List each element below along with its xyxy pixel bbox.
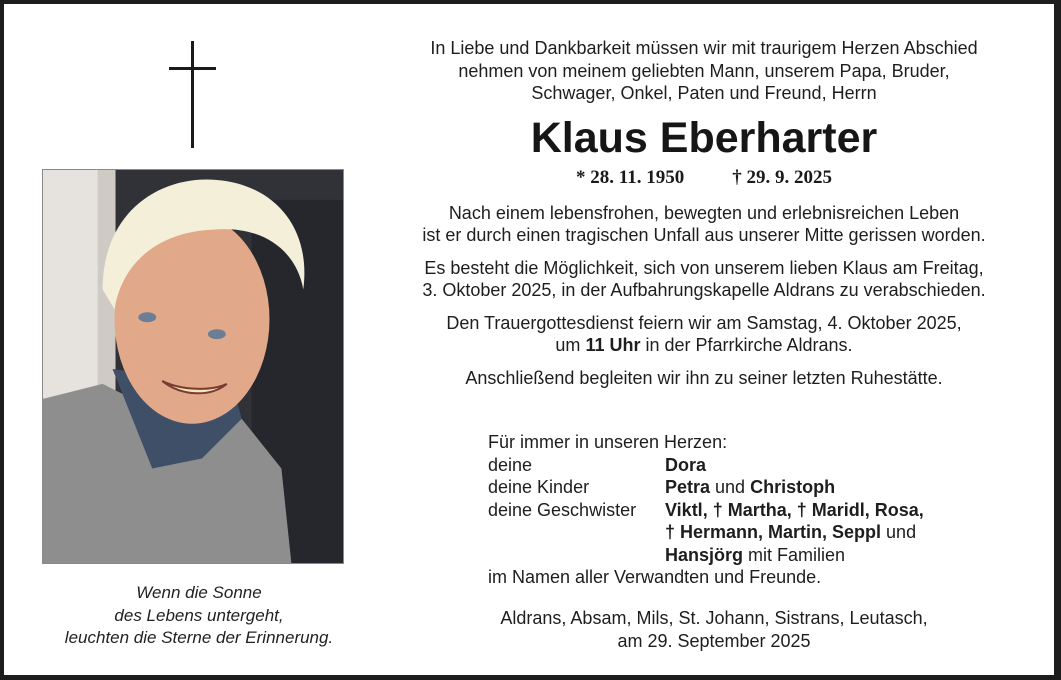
relation-names [665, 476, 835, 499]
family-name: Christoph [750, 477, 836, 497]
family-row [488, 521, 1008, 544]
family-row [488, 476, 1008, 499]
intro-text [376, 37, 1032, 105]
notice-date: am 29. September 2025 [617, 630, 811, 651]
relation-label: deine Geschwister [488, 499, 637, 520]
family-name: Dora [665, 454, 707, 475]
relation-names [665, 521, 916, 544]
places-line: Aldrans, Absam, Mils, St. Johann, Sistrans, Leutasch, [500, 608, 928, 628]
family-row [488, 499, 1008, 522]
portrait-illustration [43, 170, 343, 563]
service-time: 11 Uhr [585, 335, 641, 355]
places-and-date [444, 607, 984, 652]
intro-line: In Liebe und Dankbarkeit müssen wir mit traurigem Herzen Abschied [430, 38, 978, 58]
paragraph-service [376, 312, 1032, 357]
death-date: † 29. 9. 2025 [732, 166, 832, 188]
memorial-quote [24, 582, 374, 650]
paragraph-line: Es besteht die Möglichkeit, sich von unserem lieben Klaus am Freitag, [424, 257, 984, 278]
relation-label: deine [488, 454, 533, 475]
text-segment: mit Familien [743, 544, 846, 565]
text-segment: in der Pfarrkirche Aldrans. [640, 335, 853, 355]
relation-label [488, 544, 665, 567]
deceased-name: Klaus Eberharter [530, 113, 878, 162]
cross-icon [169, 41, 217, 148]
cross-vertical-bar [191, 41, 194, 148]
text-segment: und [881, 522, 917, 542]
paragraph-line: Nach einem lebensfrohen, bewegten und erlebnisreichen Leben [448, 202, 960, 223]
family-row [488, 544, 1008, 567]
paragraph-line: Anschließend begleiten wir ihn zu seiner letzten Ruhestätte. [465, 367, 943, 388]
family-list [488, 431, 1008, 589]
portrait-photo [42, 169, 344, 564]
family-name: Viktl, † Martha, † Maridl, Rosa, [665, 499, 924, 520]
paragraph-life [376, 202, 1032, 247]
paragraph-line: ist er durch einen tragischen Unfall aus unserer Mitte gerissen worden. [422, 225, 986, 245]
intro-line: Schwager, Onkel, Paten und Freund, Herrn [531, 83, 877, 103]
paragraph-line [376, 334, 1032, 357]
quote-line: Wenn die Sonne [136, 583, 262, 602]
text-segment: und [710, 477, 751, 497]
life-dates [376, 166, 1032, 190]
paragraph-burial [376, 367, 1032, 390]
intro-line: nehmen von meinem geliebten Mann, unserem Papa, Bruder, [458, 60, 950, 81]
cross-horizontal-bar [169, 67, 216, 70]
relation-label: deine Kinder [488, 477, 590, 497]
relation-names [665, 499, 924, 522]
paragraph-line: Den Trauergottesdienst feiern wir am Samstag, 4. Oktober 2025, [446, 312, 962, 333]
relation-names [665, 544, 845, 567]
family-name: Petra [665, 477, 711, 497]
quote-line: des Lebens untergeht, [114, 605, 284, 625]
family-name: Hansjörg [665, 544, 744, 565]
paragraph-viewing [376, 257, 1032, 302]
text-segment: um [555, 335, 586, 355]
quote-line: leuchten die Sterne der Erinnerung. [64, 628, 334, 647]
family-heading: Für immer in unseren Herzen: [488, 432, 728, 452]
family-name: † Hermann, Martin, Seppl [665, 522, 882, 542]
notice-main-text [376, 37, 1032, 389]
family-row [488, 454, 1008, 477]
paragraph-line: 3. Oktober 2025, in der Aufbahrungskapelle Aldrans zu verabschieden. [422, 280, 986, 300]
relation-label [488, 521, 665, 544]
family-closing: im Namen aller Verwandten und Freunde. [488, 567, 822, 587]
birth-date: * 28. 11. 1950 [576, 166, 685, 188]
relation-names [665, 454, 706, 477]
